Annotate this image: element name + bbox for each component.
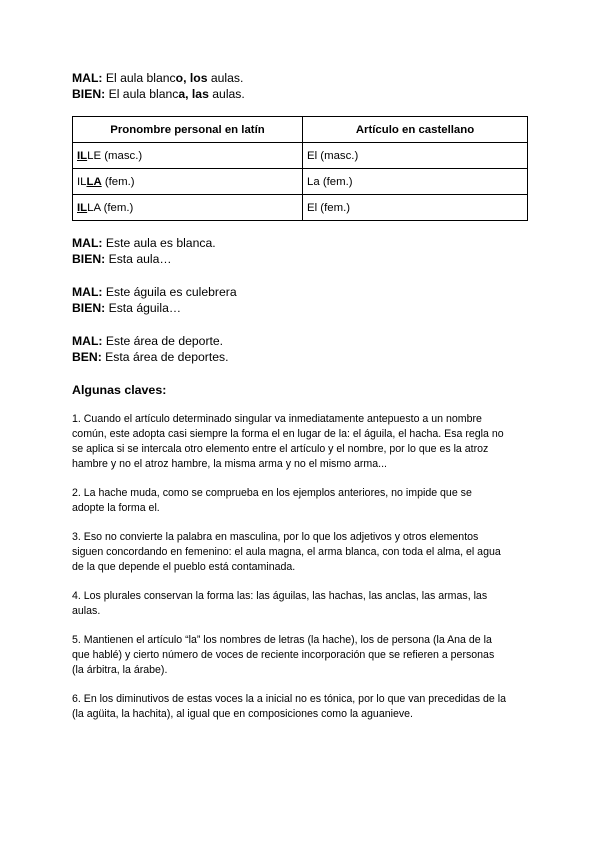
- latin-underlined: LA: [86, 175, 102, 188]
- latin-post: (fem.): [101, 175, 135, 188]
- paragraph-6: [72, 692, 534, 722]
- bien-text: Esta aula…: [105, 252, 172, 266]
- example-mal: [72, 235, 532, 251]
- mal-bold: o, los: [175, 71, 208, 85]
- paragraph-line: 3. Eso no convierte la palabra en masculina, por lo que los adjetivos y otros elementos: [72, 531, 479, 543]
- paragraph-line: (la árbitra, la árabe).: [72, 664, 168, 676]
- table-header-spanish: Artículo en castellano: [303, 117, 528, 143]
- paragraph-line: se aplica si se intercala otro elemento entre el artículo y el nombre, por lo que es la atroz: [72, 443, 489, 455]
- mal-label: MAL:: [72, 334, 103, 348]
- example-block: [72, 284, 532, 316]
- section-heading: Algunas claves:: [72, 383, 167, 397]
- bien-label: BEN:: [72, 350, 102, 364]
- example-mal-top: [72, 70, 532, 86]
- latin-underlined: IL: [77, 149, 88, 162]
- bien-label: BIEN:: [72, 87, 106, 101]
- paragraph-line: de la que depende el pueblo está contaminada.: [72, 561, 296, 573]
- latin-pre: IL: [77, 175, 87, 188]
- table-cell-latin: [73, 169, 303, 195]
- bien-label: BIEN:: [72, 252, 106, 266]
- paragraph-line: 5. Mantienen el artículo “la” los nombres de letras (la hache), los de persona (la Ana de la: [72, 634, 492, 646]
- paragraph-line: siguen concordando en femenino: el aula magna, el arma blanca, con toda el alma, el agua: [72, 546, 501, 558]
- paragraph-line: que hablé) y cierto número de voces de reciente incorporación que se refieren a personas: [72, 649, 495, 661]
- mal-text: El aula blanc: [102, 71, 176, 85]
- bien-label: BIEN:: [72, 301, 106, 315]
- example-bien-top: [72, 86, 532, 102]
- table-row: [73, 169, 528, 195]
- latin-post: LE (masc.): [87, 149, 143, 162]
- document-page: [72, 70, 532, 722]
- mal-text: Este área de deporte.: [102, 334, 224, 348]
- table-header-row: [73, 117, 528, 143]
- bien-text: Esta área de deportes.: [101, 350, 229, 364]
- mal-label: MAL:: [72, 236, 103, 250]
- latin-post: LA (fem.): [87, 201, 134, 214]
- example-bien: [72, 349, 532, 365]
- mal-text: Este águila es culebrera: [102, 285, 237, 299]
- example-block: [72, 333, 532, 365]
- paragraph-line: 1. Cuando el artículo determinado singular va inmediatamente antepuesto a un nombre: [72, 413, 482, 425]
- table-cell-article: La (fem.): [303, 169, 528, 195]
- paragraph-line: hambre y no el atroz hambre, la misma arma y no el mismo arma...: [72, 458, 387, 470]
- paragraph-2: [72, 486, 534, 516]
- bien-text: Esta águila…: [105, 301, 182, 315]
- mal-text-end: aulas.: [207, 71, 244, 85]
- table-cell-article: El (fem.): [303, 195, 528, 221]
- example-mal: [72, 284, 532, 300]
- paragraph-3: [72, 530, 534, 575]
- bien-bold: a, las: [178, 87, 209, 101]
- table-row: [73, 143, 528, 169]
- example-block: [72, 235, 532, 267]
- paragraph-line: 6. En los diminutivos de estas voces la a inicial no es tónica, por lo que van precedidas de la: [72, 693, 507, 705]
- paragraph-line: adopte la forma el.: [72, 502, 160, 514]
- mal-label: MAL:: [72, 285, 103, 299]
- paragraph-line: común, este adopta casi siempre la forma el en lugar de la: el águila, el hacha. Esa regla no: [72, 428, 504, 440]
- mal-text: Este aula es blanca.: [102, 236, 216, 250]
- paragraph-line: (la agüita, la hachita), al igual que en composiciones como la aguanieve.: [72, 708, 413, 720]
- article-table: [72, 116, 528, 221]
- table-cell-article: El (masc.): [303, 143, 528, 169]
- example-bien: [72, 251, 532, 267]
- bien-text-end: aulas.: [208, 87, 245, 101]
- table-row: [73, 195, 528, 221]
- table-header-latin: Pronombre personal en latín: [73, 117, 303, 143]
- paragraph-line: aulas.: [72, 605, 101, 617]
- latin-underlined: IL: [77, 201, 88, 214]
- paragraph-4: [72, 589, 534, 619]
- example-mal: [72, 333, 532, 349]
- mal-label: MAL:: [72, 71, 103, 85]
- paragraph-5: [72, 633, 534, 678]
- bien-text: El aula blanc: [105, 87, 179, 101]
- paragraph-line: 4. Los plurales conservan la forma las: las águilas, las hachas, las anclas, las armas, las: [72, 590, 488, 602]
- table-cell-latin: [73, 143, 303, 169]
- example-bien: [72, 300, 532, 316]
- spacer: [72, 316, 532, 333]
- paragraph-1: [72, 412, 534, 472]
- paragraph-line: 2. La hache muda, como se comprueba en los ejemplos anteriores, no impide que se: [72, 487, 472, 499]
- spacer: [72, 267, 532, 284]
- table-cell-latin: [73, 195, 303, 221]
